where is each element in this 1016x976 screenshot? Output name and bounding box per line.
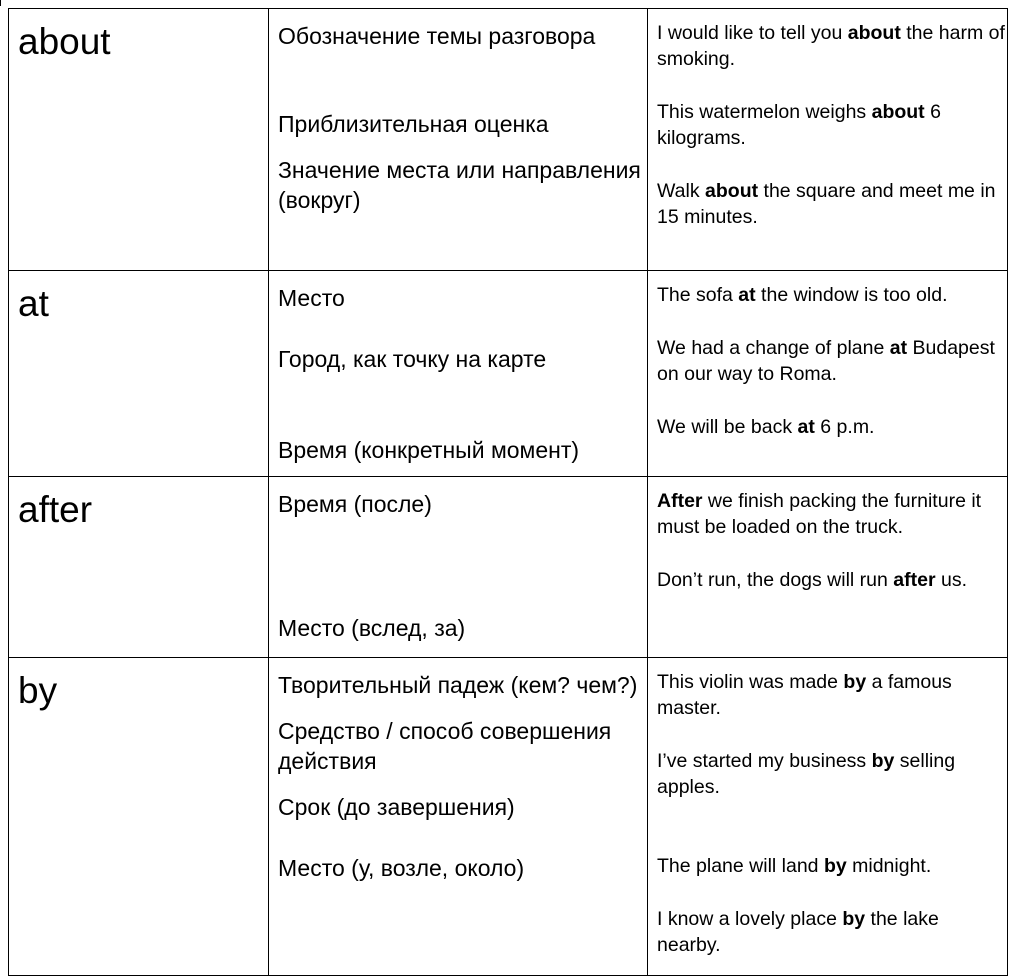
bold-preposition: After [657,490,703,512]
table-row [9,658,1008,976]
preposition-word: after [18,489,93,530]
example-cell [648,9,1008,271]
meaning-text: Приблизительная оценка [278,111,549,137]
example-sentence: Don’t run, the dogs will run after us. [657,569,968,591]
bold-preposition: by [842,908,866,930]
prepositions-table [8,8,1008,976]
table-row [9,9,1008,271]
example-cell [648,658,1008,976]
preposition-word: by [18,670,58,711]
meaning-text: Город, как точку на карте [278,346,547,372]
example-sentence: We had a change of plane at Budapest on our way to Roma. [657,337,995,385]
meaning-text: Значение места или направления (вокруг) [278,157,641,213]
meaning-text: Время (конкретный момент) [278,437,580,463]
word-cell [9,477,269,658]
bold-preposition: by [823,855,847,877]
example-sentence: I would like to tell you about the harm of smoking. [657,22,1005,70]
top-edge-line [0,0,1,6]
example-sentence: The sofa at the window is too old. [657,284,948,306]
bold-preposition: about [847,22,901,44]
meaning-text: Время (после) [278,491,432,517]
example-sentence: Walk about the square and meet me in 15 minutes. [657,180,996,228]
table-row [9,271,1008,477]
meaning-text: Средство / способ совершения действия [278,718,612,774]
example-sentence: We will be back at 6 p.m. [657,416,875,438]
example-sentence: I’ve started my business by selling apples. [657,750,956,798]
meaning-text: Творительный падеж (кем? чем?) [278,672,638,698]
meaning-cell [269,477,648,658]
meaning-cell [269,9,648,271]
bold-preposition: at [889,337,908,359]
meaning-text: Место (вслед, за) [278,615,466,641]
example-sentence: The plane will land by midnight. [657,855,932,877]
meaning-text: Место [278,285,345,311]
example-sentence: After we finish packing the furniture it must be loaded on the truck. [657,490,982,538]
bold-preposition: about [871,101,925,123]
table-row [9,477,1008,658]
bold-preposition: at [738,284,756,306]
example-sentence: This watermelon weighs about 6 kilograms. [657,101,941,149]
preposition-word: at [18,283,49,324]
bold-preposition: after [893,569,936,591]
meaning-cell [269,658,648,976]
bold-preposition: by [871,750,895,772]
word-cell [9,271,269,477]
example-sentence: I know a lovely place by the lake nearby. [657,908,939,956]
word-cell [9,9,269,271]
bold-preposition: about [705,180,759,202]
meaning-text: Место (у, возле, около) [278,855,525,881]
example-cell [648,477,1008,658]
meaning-cell [269,271,648,477]
example-cell [648,271,1008,477]
bold-preposition: at [797,416,815,438]
bold-preposition: by [843,671,867,693]
meaning-text: Обозначение темы разговора [278,23,596,49]
preposition-word: about [18,21,111,62]
example-sentence: This violin was made by a famous master. [657,671,952,719]
meaning-text: Срок (до завершения) [278,794,515,820]
word-cell [9,658,269,976]
